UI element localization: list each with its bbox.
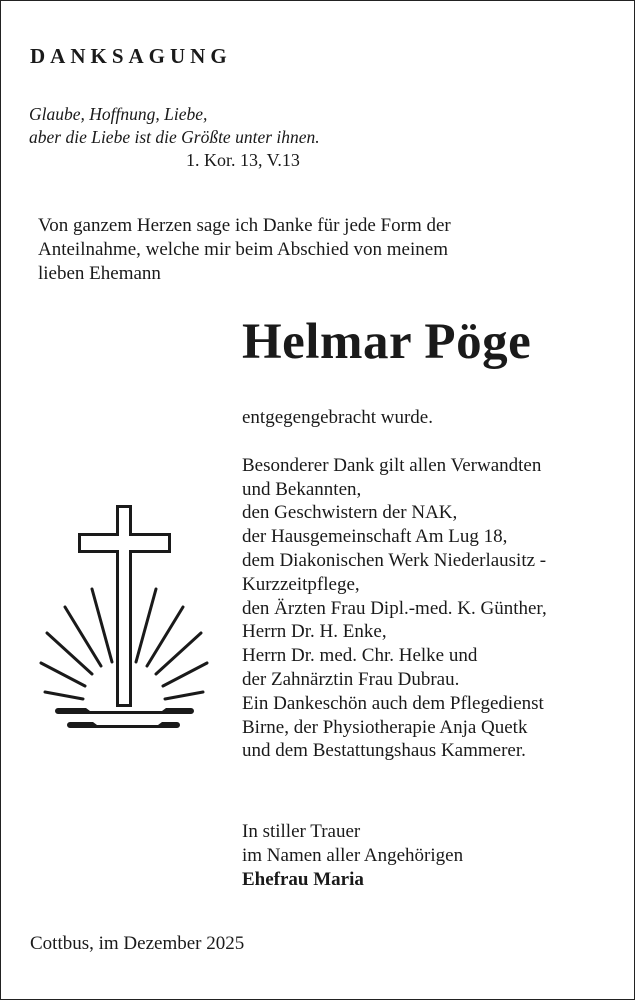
thanks-line: dem Diakonischen Werk Niederlausitz - [242,549,547,571]
quote-line: aber die Liebe ist die Größte unter ihnen. [29,127,320,147]
signer-name: Ehefrau Maria [242,869,364,890]
thanks-line: den Ärzten Frau Dipl.-med. K. Günther, [242,597,547,619]
quote-reference: 1. Kor. 13, V.13 [186,150,300,170]
thanks-line: Kurzzeitpflege, [242,573,360,595]
thanks-line: und Bekannten, [242,478,362,500]
thanks-line: Birne, der Physiotherapie Anja Quetk [242,716,528,738]
place-date: Cottbus, im Dezember 2025 [30,933,245,954]
thanks-line: Ein Dankeschön auch dem Pflegedienst [242,692,544,714]
intro-line: Von ganzem Herzen sage ich Danke für jede Form der [38,215,451,236]
thanks-line: Besonderer Dank gilt allen Verwandten [242,454,542,476]
thanks-line: und dem Bestattungshaus Kammerer. [242,740,526,762]
signature-line: In stiller Trauer [242,821,361,842]
thanks-line: den Geschwistern der NAK, [242,502,458,524]
intro-line: lieben Ehemann [38,263,161,284]
intro-line: Anteilnahme, welche mir beim Abschied von meinem [38,239,448,260]
deceased-name: Helmar Pöge [242,314,532,370]
thanks-line: der Hausgemeinschaft Am Lug 18, [242,526,508,548]
thanks-line: Herrn Dr. med. Chr. Helke und [242,645,478,667]
thanks-line: Herrn Dr. H. Enke, [242,621,387,643]
signature-line: im Namen aller Angehörigen [242,845,464,866]
thanks-line: der Zahnärztin Frau Dubrau. [242,668,460,690]
notice-title: DANKSAGUNG [30,44,232,68]
received-line: entgegengebracht wurde. [242,407,433,428]
quote-line: Glaube, Hoffnung, Liebe, [29,104,208,124]
